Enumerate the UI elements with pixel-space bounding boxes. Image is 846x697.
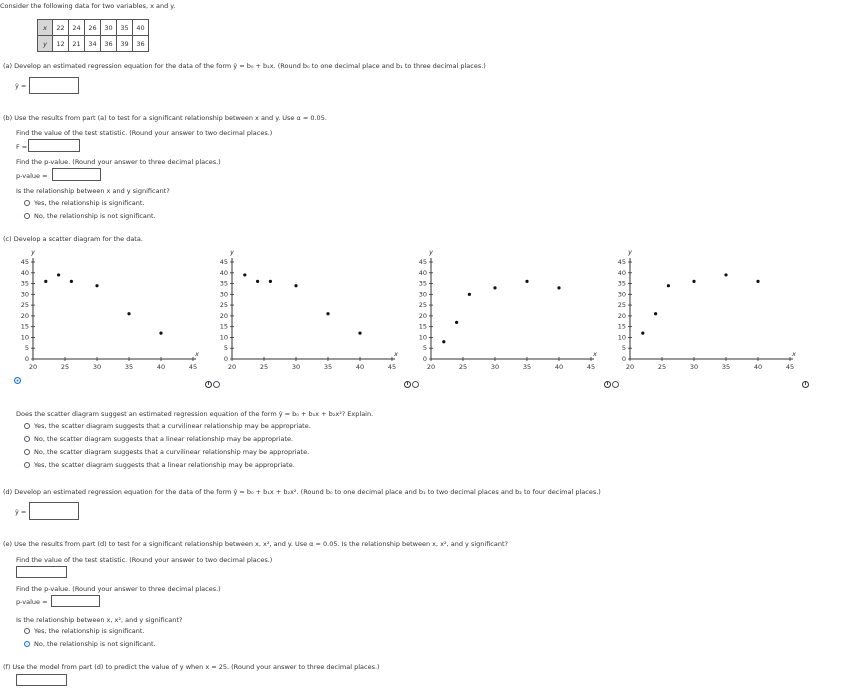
- table-row-x: [38, 20, 149, 36]
- part-c-option[interactable]: No, the scatter diagram suggests that a curvilinear relationship may be appropriate.: [34, 448, 310, 456]
- x-tick-label: 45: [387, 363, 397, 371]
- scatter-point: [70, 280, 73, 283]
- part-b-option-yes[interactable]: Yes, the relationship is significant.: [34, 199, 145, 207]
- table-cell: 39: [117, 36, 133, 52]
- scatter-point: [692, 280, 695, 283]
- part-b-question: Is the relationship between x and y significant?: [16, 187, 170, 195]
- part-c-radio[interactable]: [24, 423, 30, 429]
- part-c-option[interactable]: Yes, the scatter diagram suggests that a linear relationship may be appropriate.: [34, 461, 295, 469]
- x-tick-label: 20: [227, 363, 237, 371]
- part-c-text: (c) Develop a scatter diagram for the data.: [3, 235, 143, 243]
- x-tick-label: 40: [355, 363, 365, 371]
- table-header-y: y: [38, 36, 53, 52]
- scatter-point: [256, 280, 259, 283]
- x-tick-label: 40: [554, 363, 564, 371]
- part-b-f-label: F =: [16, 143, 28, 151]
- x-tick-label: 30: [689, 363, 699, 371]
- y-tick-label: 30: [418, 290, 427, 299]
- x-axis-label: x: [593, 350, 597, 358]
- part-e-p-label: p-value =: [16, 598, 48, 606]
- scatter-choice-2-radio[interactable]: [213, 381, 220, 388]
- scatter-point: [326, 312, 329, 315]
- y-tick-label: 10: [20, 333, 29, 342]
- part-b-p-label: p-value =: [16, 172, 48, 180]
- part-e-stat-input[interactable]: [16, 566, 67, 578]
- x-axis-label: x: [792, 350, 796, 358]
- part-b-f-input[interactable]: [28, 139, 80, 152]
- y-tick-label: 40: [20, 268, 29, 277]
- part-c-radio[interactable]: [24, 436, 30, 442]
- intro-text: Consider the following data for two variables, x and y.: [0, 2, 176, 10]
- y-tick-label: 10: [418, 333, 427, 342]
- y-tick-label: 15: [617, 322, 626, 331]
- part-e-option-no[interactable]: No, the relationship is not significant.: [34, 640, 156, 648]
- part-e-radio-yes[interactable]: [24, 628, 30, 634]
- table-cell: 22: [53, 20, 69, 36]
- y-tick-label: 20: [418, 311, 427, 320]
- scatter-point: [641, 332, 644, 335]
- y-tick-label: 45: [617, 258, 626, 266]
- x-tick-label: 20: [28, 363, 38, 371]
- y-tick-label: 5: [223, 344, 228, 353]
- x-tick-label: 45: [188, 363, 198, 371]
- scatter-point: [294, 284, 297, 287]
- scatter-point: [525, 280, 528, 283]
- x-tick-label: 45: [586, 363, 596, 371]
- x-tick-label: 35: [124, 363, 134, 371]
- scatter-point: [756, 280, 759, 283]
- y-tick-label: 45: [418, 258, 427, 266]
- scatter-point: [269, 280, 272, 283]
- table-row-y: [38, 36, 149, 52]
- part-b-radio-no[interactable]: [24, 213, 30, 219]
- x-tick-label: 45: [785, 363, 795, 371]
- y-axis-label: y: [628, 248, 632, 256]
- part-c-radio[interactable]: [24, 449, 30, 455]
- table-cell: 34: [85, 36, 101, 52]
- y-tick-label: 5: [621, 344, 626, 353]
- y-tick-label: 25: [20, 301, 29, 310]
- scatter-point: [57, 273, 60, 276]
- scatter-point: [95, 284, 98, 287]
- scatter-point: [455, 321, 458, 324]
- y-tick-label: 20: [20, 311, 29, 320]
- x-axis-label: x: [394, 350, 398, 358]
- y-tick-label: 15: [418, 322, 427, 331]
- y-tick-label: 40: [219, 268, 228, 277]
- table-cell: 35: [117, 20, 133, 36]
- x-tick-label: 25: [657, 363, 667, 371]
- part-b-text: (b) Use the results from part (a) to test for a significant relationship between x and y. Use α = 0.05.: [3, 114, 327, 122]
- y-tick-label: 0: [621, 355, 626, 363]
- info-icon[interactable]: i: [205, 381, 212, 388]
- x-tick-label: 30: [92, 363, 102, 371]
- scatter-point: [557, 286, 560, 289]
- scatter-point: [468, 293, 471, 296]
- table-cell: 24: [69, 20, 85, 36]
- scatter-plots: [0, 245, 846, 395]
- data-table: [37, 19, 149, 52]
- scatter-point: [159, 332, 162, 335]
- part-c-option[interactable]: No, the scatter diagram suggests that a linear relationship may be appropriate.: [34, 435, 294, 443]
- part-c-radio[interactable]: [24, 462, 30, 468]
- x-axis-label: x: [195, 350, 199, 358]
- y-tick-label: 10: [219, 333, 228, 342]
- table-cell: 12: [53, 36, 69, 52]
- part-f-answer-input[interactable]: [16, 674, 67, 686]
- part-b-radio-yes[interactable]: [24, 200, 30, 206]
- y-tick-label: 40: [418, 268, 427, 277]
- x-tick-label: 35: [721, 363, 731, 371]
- part-e-text: (e) Use the results from part (d) to test for a significant relationship between x, x², and y. Use α = 0.05. Is the relationship between x, x², and y significant?: [3, 540, 508, 548]
- x-tick-label: 35: [323, 363, 333, 371]
- x-tick-label: 30: [490, 363, 500, 371]
- table-cell: 30: [101, 20, 117, 36]
- y-tick-label: 40: [617, 268, 626, 277]
- part-d-answer-input[interactable]: [29, 502, 79, 520]
- y-tick-label: 45: [219, 258, 228, 266]
- x-tick-label: 40: [753, 363, 763, 371]
- scatter-point: [493, 286, 496, 289]
- y-tick-label: 15: [219, 322, 228, 331]
- y-tick-label: 25: [418, 301, 427, 310]
- scatter-point: [724, 273, 727, 276]
- x-tick-label: 40: [156, 363, 166, 371]
- y-tick-label: 45: [20, 258, 29, 266]
- part-e-p-input[interactable]: [51, 595, 100, 607]
- scatter-point: [44, 280, 47, 283]
- y-tick-label: 20: [219, 311, 228, 320]
- part-e-question: Is the relationship between x, x², and y significant?: [16, 616, 183, 624]
- table-cell: 26: [85, 20, 101, 36]
- y-tick-label: 15: [20, 322, 29, 331]
- table-cell: 40: [133, 20, 149, 36]
- x-tick-label: 25: [60, 363, 70, 371]
- x-tick-label: 25: [259, 363, 269, 371]
- y-tick-label: 20: [617, 311, 626, 320]
- y-axis-label: y: [429, 248, 433, 256]
- y-tick-label: 0: [24, 355, 29, 363]
- info-icon[interactable]: i: [404, 381, 411, 388]
- x-tick-label: 20: [625, 363, 635, 371]
- y-tick-label: 35: [418, 279, 427, 288]
- scatter-point: [243, 273, 246, 276]
- y-tick-label: 25: [219, 301, 228, 310]
- y-tick-label: 0: [223, 355, 228, 363]
- part-a-text: (a) Develop an estimated regression equation for the data of the form ŷ = b₀ + b₁x. (Round b₀ to one decimal place and b₁ to three decimal places.): [3, 62, 486, 70]
- x-tick-label: 35: [522, 363, 532, 371]
- y-tick-label: 30: [617, 290, 626, 299]
- table-header-x: x: [38, 20, 53, 36]
- info-icon[interactable]: i: [802, 381, 809, 388]
- part-b-stat-prompt: Find the value of the test statistic. (Round your answer to two decimal places.): [16, 129, 273, 137]
- scatter-choice-4-radio[interactable]: [612, 381, 619, 388]
- part-e-radio-no[interactable]: [24, 641, 30, 647]
- table-cell: 36: [133, 36, 149, 52]
- scatter-point: [358, 332, 361, 335]
- part-c-question: Does the scatter diagram suggest an estimated regression equation of the form ŷ = b₀ + b₁x + b₂x²? Explain.: [16, 410, 374, 418]
- y-tick-label: 5: [422, 344, 427, 353]
- y-tick-label: 25: [617, 301, 626, 310]
- part-e-p-prompt: Find the p-value. (Round your answer to three decimal places.): [16, 585, 221, 593]
- y-axis-label: y: [31, 248, 35, 256]
- scatter-choice-1-radio[interactable]: [14, 377, 21, 384]
- y-axis-label: y: [230, 248, 234, 256]
- part-a-answer-input[interactable]: [29, 77, 79, 94]
- y-tick-label: 10: [617, 333, 626, 342]
- part-d-text: (d) Develop an estimated regression equation for the data of the form ŷ = b₀ + b₁x + b₂x². (Round b₀ to one decimal place and b₁ to two decimal places and b₂ to four decimal places.): [3, 488, 601, 496]
- part-f-text: (f) Use the model from part (d) to predict the value of y when x = 25. (Round your answer to three decimal places.): [3, 663, 380, 671]
- y-tick-label: 30: [20, 290, 29, 299]
- scatter-choice-3-radio[interactable]: [412, 381, 419, 388]
- scatter-point: [442, 340, 445, 343]
- part-a-yhat-label: ŷ =: [15, 82, 27, 90]
- part-b-option-no[interactable]: No, the relationship is not significant.: [34, 212, 156, 220]
- part-b-p-prompt: Find the p-value. (Round your answer to three decimal places.): [16, 158, 221, 166]
- part-e-option-yes[interactable]: Yes, the relationship is significant.: [34, 627, 145, 635]
- y-tick-label: 35: [617, 279, 626, 288]
- scatter-point: [654, 312, 657, 315]
- table-cell: 21: [69, 36, 85, 52]
- part-d-yhat-label: ŷ =: [15, 508, 27, 516]
- part-e-stat-prompt: Find the value of the test statistic. (Round your answer to two decimal places.): [16, 556, 273, 564]
- part-b-p-input[interactable]: [52, 168, 101, 181]
- scatter-point: [127, 312, 130, 315]
- x-tick-label: 25: [458, 363, 468, 371]
- y-tick-label: 35: [219, 279, 228, 288]
- y-tick-label: 35: [20, 279, 29, 288]
- x-tick-label: 20: [426, 363, 436, 371]
- y-tick-label: 0: [422, 355, 427, 363]
- part-c-option[interactable]: Yes, the scatter diagram suggests that a curvilinear relationship may be appropriate.: [34, 422, 311, 430]
- info-icon[interactable]: i: [604, 381, 611, 388]
- y-tick-label: 5: [24, 344, 29, 353]
- scatter-point: [667, 284, 670, 287]
- x-tick-label: 30: [291, 363, 301, 371]
- table-cell: 36: [101, 36, 117, 52]
- y-tick-label: 30: [219, 290, 228, 299]
